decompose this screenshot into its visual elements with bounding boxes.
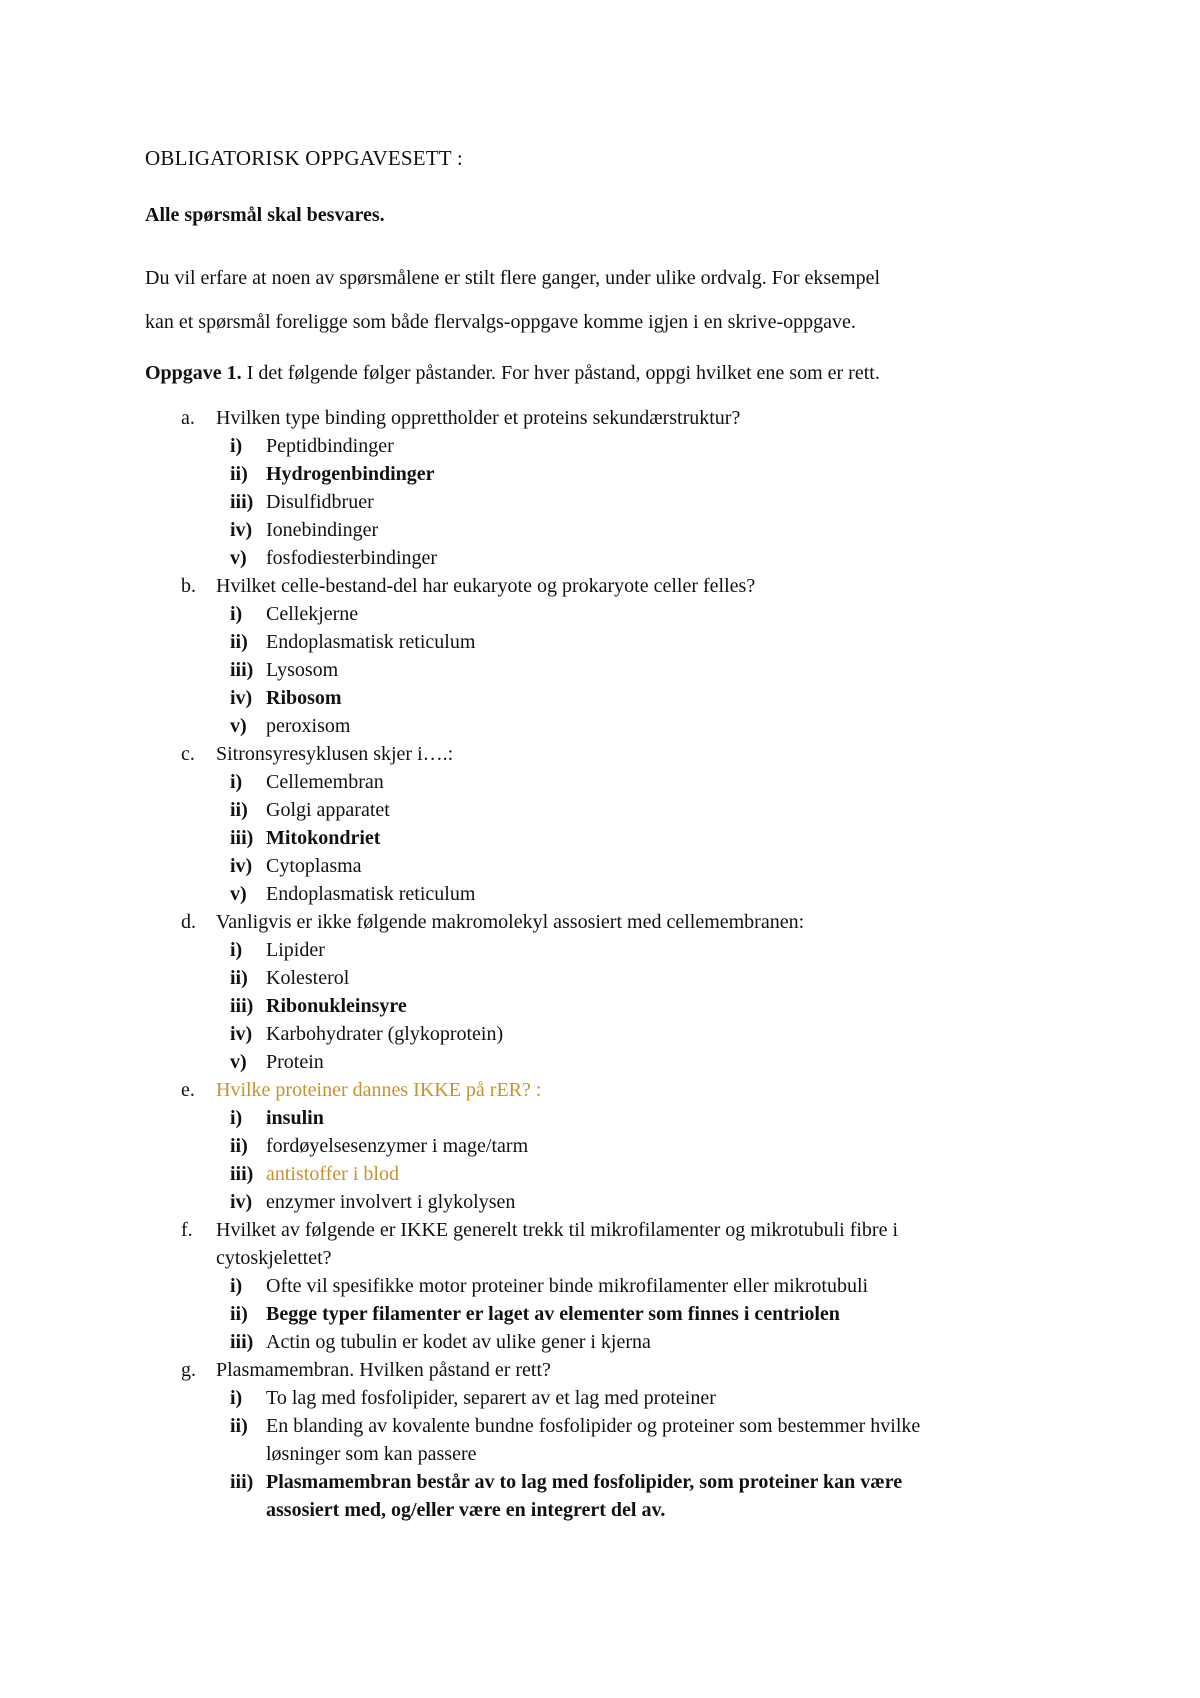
option-text: insulin: [266, 1107, 324, 1129]
option-row: [0, 768, 1074, 796]
option-row: [0, 964, 1074, 992]
option-row: [0, 1188, 1074, 1216]
option-number: iii): [230, 995, 254, 1017]
option-number: ii): [230, 463, 248, 485]
option-text: Lipider: [266, 939, 325, 961]
option-row-correct: [0, 824, 1074, 852]
option-number: iv): [230, 1191, 253, 1213]
option-text: Peptidbindinger: [266, 435, 394, 457]
question-a: [0, 404, 1074, 432]
option-row: [0, 516, 1074, 544]
option-text: Plasmamembran består av to lag med fosfolipider, som proteiner kan være: [266, 1471, 903, 1493]
option-row: [0, 544, 1074, 572]
option-row-correct: [0, 992, 1074, 1020]
option-row: [0, 936, 1074, 964]
option-number: ii): [230, 1415, 248, 1437]
option-row: [0, 432, 1074, 460]
option-row: [0, 1328, 1074, 1356]
option-text: Cytoplasma: [266, 855, 362, 877]
question-f: [0, 1216, 1074, 1244]
option-row: [0, 1384, 1074, 1412]
option-number: v): [230, 1051, 247, 1073]
intro-line: kan et spørsmål foreligge som både flervalgs-oppgave komme igjen i en skrive-oppgave.: [145, 311, 856, 333]
option-row: [0, 488, 1074, 516]
option-number: v): [230, 547, 247, 569]
option-number: iv): [230, 855, 253, 877]
intro-paragraph: [145, 256, 1095, 344]
option-text: Mitokondriet: [266, 827, 381, 849]
option-row: [0, 1412, 1074, 1440]
option-row: [0, 880, 1074, 908]
option-row-correct: [0, 1468, 1074, 1496]
question-letter: g.: [181, 1359, 196, 1381]
option-row-continuation: [0, 1440, 1074, 1468]
question-list: [0, 404, 1200, 1524]
question-f-continuation: [0, 1244, 1074, 1272]
option-number: iii): [230, 1471, 254, 1493]
option-row: [0, 712, 1074, 740]
option-text: Ribosom: [266, 687, 342, 709]
question-g: [0, 1356, 1074, 1384]
task-label: Oppgave 1.: [145, 362, 242, 384]
option-text-highlighted: antistoffer i blod: [266, 1163, 399, 1185]
option-number: ii): [230, 631, 248, 653]
question-text: Plasmamembran. Hvilken påstand er rett?: [216, 1359, 551, 1381]
option-number: i): [230, 1275, 243, 1297]
option-row: [0, 852, 1074, 880]
document-title: OBLIGATORISK OPPGAVESETT :: [145, 146, 463, 170]
option-number: i): [230, 603, 243, 625]
option-number: ii): [230, 967, 248, 989]
option-text: enzymer involvert i glykolysen: [266, 1191, 516, 1213]
option-text: peroxisom: [266, 715, 351, 737]
option-text: Ribonukleinsyre: [266, 995, 407, 1017]
option-text: Cellekjerne: [266, 603, 359, 625]
option-row: [0, 1020, 1074, 1048]
option-text: Disulfidbruer: [266, 491, 374, 513]
task-heading: [145, 362, 880, 385]
option-text: Golgi apparatet: [266, 799, 390, 821]
question-letter: f.: [181, 1219, 193, 1241]
option-text: løsninger som kan passere: [266, 1443, 477, 1465]
option-number: v): [230, 883, 247, 905]
option-text: Endoplasmatisk reticulum: [266, 883, 476, 905]
document-subtitle: Alle spørsmål skal besvares.: [145, 204, 385, 226]
question-text: Sitronsyresyklusen skjer i….:: [216, 743, 454, 765]
option-number: i): [230, 771, 243, 793]
question-d: [0, 908, 1074, 936]
question-text: Vanligvis er ikke følgende makromolekyl assosiert med cellemembranen:: [216, 911, 805, 933]
question-letter: e.: [181, 1079, 195, 1101]
option-text: fosfodiesterbindinger: [266, 547, 438, 569]
option-text: Hydrogenbindinger: [266, 463, 435, 485]
option-text: Karbohydrater (glykoprotein): [266, 1023, 504, 1045]
option-row: [0, 1272, 1074, 1300]
option-row: [0, 1160, 1074, 1188]
option-text: Ofte vil spesifikke motor proteiner binde mikrofilamenter eller mikrotubuli: [266, 1275, 869, 1297]
option-number: i): [230, 435, 243, 457]
question-text: Hvilket celle-bestand-del har eukaryote og prokaryote celler felles?: [216, 575, 756, 597]
intro-line: Du vil erfare at noen av spørsmålene er stilt flere ganger, under ulike ordvalg. For eksempel: [145, 267, 881, 289]
question-b: [0, 572, 1074, 600]
option-text: Begge typer filamenter er laget av elementer som finnes i centriolen: [266, 1303, 840, 1325]
option-row-continuation: [0, 1496, 1074, 1524]
option-number: iii): [230, 1163, 254, 1185]
option-number: v): [230, 715, 247, 737]
option-row-correct: [0, 1300, 1074, 1328]
question-e: [0, 1076, 1074, 1104]
option-number: i): [230, 939, 243, 961]
option-number: iv): [230, 1023, 253, 1045]
option-number: i): [230, 1107, 243, 1129]
question-letter: c.: [181, 743, 195, 765]
option-number: ii): [230, 1135, 248, 1157]
option-row: [0, 1048, 1074, 1076]
task-text: I det følgende følger påstander. For hver påstand, oppgi hvilket ene som er rett.: [241, 362, 880, 384]
option-row-correct: [0, 684, 1074, 712]
option-number: iv): [230, 687, 253, 709]
question-text: Hvilken type binding opprettholder et proteins sekundærstruktur?: [216, 407, 741, 429]
option-row: [0, 796, 1074, 824]
option-text: Lysosom: [266, 659, 339, 681]
option-text: fordøyelsesenzymer i mage/tarm: [266, 1135, 529, 1157]
option-number: iii): [230, 1331, 254, 1353]
option-text: En blanding av kovalente bundne fosfolipider og proteiner som bestemmer hvilke: [266, 1415, 921, 1437]
question-c: [0, 740, 1074, 768]
question-text: cytoskjelettet?: [216, 1247, 332, 1269]
option-row: [0, 600, 1074, 628]
option-text: Ionebindinger: [266, 519, 379, 541]
option-row-correct: [0, 460, 1074, 488]
option-text: Protein: [266, 1051, 324, 1073]
option-row: [0, 1132, 1074, 1160]
option-row-correct: [0, 1104, 1074, 1132]
question-letter: d.: [181, 911, 196, 933]
question-letter: a.: [181, 407, 195, 429]
option-number: i): [230, 1387, 243, 1409]
option-number: ii): [230, 799, 248, 821]
option-text: assosiert med, og/eller være en integrert del av.: [266, 1499, 666, 1521]
option-row: [0, 628, 1074, 656]
option-row: [0, 656, 1074, 684]
option-number: iii): [230, 491, 254, 513]
option-number: ii): [230, 1303, 248, 1325]
option-text: Kolesterol: [266, 967, 350, 989]
question-letter: b.: [181, 575, 196, 597]
option-text: Cellemembran: [266, 771, 384, 793]
option-number: iii): [230, 827, 254, 849]
question-text: Hvilket av følgende er IKKE generelt trekk til mikrofilamenter og mikrotubuli fibre i: [216, 1219, 899, 1241]
option-text: To lag med fosfolipider, separert av et lag med proteiner: [266, 1387, 716, 1409]
option-number: iv): [230, 519, 253, 541]
question-text-highlighted: Hvilke proteiner dannes IKKE på rER? :: [216, 1079, 542, 1101]
option-text: Actin og tubulin er kodet av ulike gener i kjerna: [266, 1331, 651, 1353]
option-number: iii): [230, 659, 254, 681]
option-text: Endoplasmatisk reticulum: [266, 631, 476, 653]
